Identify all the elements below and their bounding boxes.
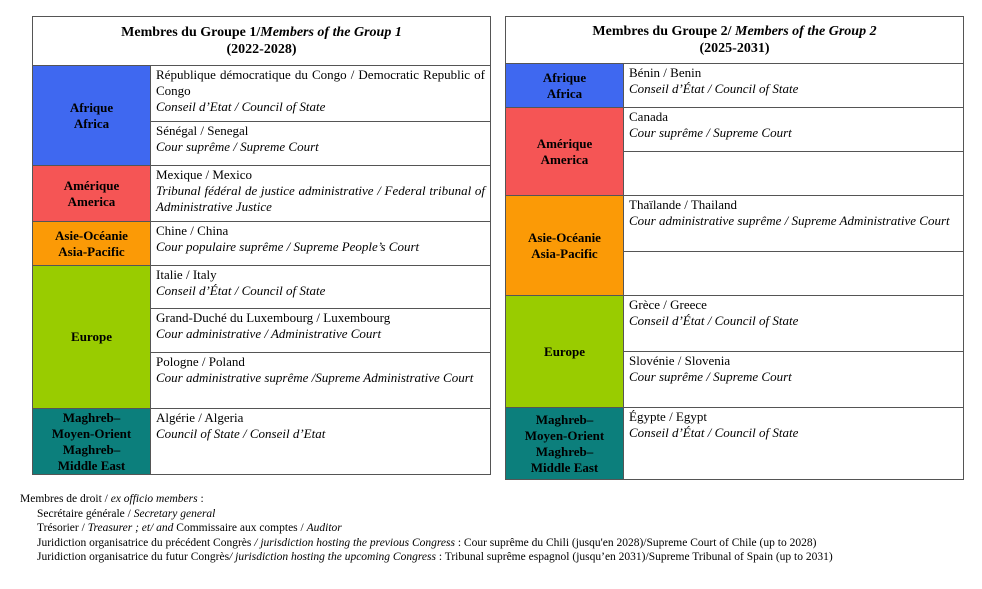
table-row — [151, 266, 491, 309]
group2-table — [505, 16, 964, 480]
group1-header-fr: Membres du Groupe 1/ — [121, 25, 261, 40]
member-name: Grèce / Greece — [629, 297, 707, 312]
member-court: Cour administrative suprême /Supreme Administrative Court — [156, 370, 474, 385]
member-court: Conseil d’État / Council of State — [629, 313, 799, 328]
member-court: Conseil d’Etat / Council of State — [156, 99, 326, 114]
member-name: Mexique / Mexico — [156, 167, 253, 182]
secretary-line — [20, 507, 833, 522]
member-court: Tribunal fédéral de justice administrative / Federal tribunal of Administrative Justice — [156, 183, 485, 214]
ex-officio-end: : — [197, 493, 204, 505]
ex-officio-fr: Membres de droit / — [20, 493, 111, 505]
ex-officio-en: ex officio members — [110, 493, 198, 505]
member-court: Conseil d’État / Council of State — [629, 81, 799, 96]
ex-officio-line — [20, 492, 833, 507]
treasurer-en: Treasurer ; et/ and — [87, 522, 174, 534]
group1-region-europe: Europe — [33, 266, 151, 409]
group1-header — [33, 17, 491, 66]
group2-header-fr: Membres du Groupe 2/ — [592, 24, 732, 39]
table-row — [624, 352, 964, 408]
member-name: Bénin / Benin — [629, 65, 702, 80]
footer-notes — [20, 492, 833, 565]
table-row — [151, 309, 491, 353]
group2-header — [506, 17, 964, 64]
member-court: Cour suprême / Supreme Court — [629, 125, 792, 140]
table-row-empty — [624, 152, 964, 196]
treasurer-fr: Trésorier / — [37, 522, 88, 534]
member-name: Thaïlande / Thailand — [629, 197, 738, 212]
member-name: Slovénie / Slovenia — [629, 353, 731, 368]
group2-region-maghreb: Maghreb– Moyen-Orient Maghreb– Middle East — [506, 408, 624, 480]
member-name: Italie / Italy — [156, 267, 217, 282]
member-court: Conseil d’État / Council of State — [156, 283, 326, 298]
member-name: Chine / China — [156, 223, 229, 238]
table-row-empty — [624, 252, 964, 296]
group1-header-en: Members of the Group 1 — [260, 25, 402, 40]
group2-region-africa: Afrique Africa — [506, 64, 624, 108]
group2-header-en: Members of the Group 2 — [735, 24, 877, 39]
upcoming-congress-fr: Juridiction organisatrice du futur Congrès — [37, 551, 230, 563]
table-row — [624, 296, 964, 352]
member-name: Algérie / Algeria — [156, 410, 244, 425]
group2-region-asia: Asie-Océanie Asia-Pacific — [506, 196, 624, 296]
member-name: République démocratique du Congo / Democratic Republic of Congo — [156, 67, 485, 98]
member-court: Council of State / Conseil d’Etat — [156, 426, 326, 441]
member-name: Sénégal / Senegal — [156, 123, 249, 138]
table-row — [624, 64, 964, 108]
group1-region-maghreb: Maghreb– Moyen-Orient Maghreb– Middle East — [33, 409, 151, 475]
group1-region-asia: Asie-Océanie Asia-Pacific — [33, 222, 151, 266]
upcoming-congress-line — [20, 550, 833, 565]
previous-congress-value: : Cour suprême du Chili (jusqu'en 2028)/Supreme Court of Chile (up to 2028) — [454, 536, 817, 549]
table-row — [151, 222, 491, 266]
table-row — [151, 353, 491, 409]
group1-period: (2022-2028) — [226, 42, 297, 57]
table-row — [624, 196, 964, 252]
previous-congress-fr: Juridiction organisatrice du précédent Congrès — [37, 536, 255, 549]
member-court: Cour administrative / Administrative Court — [156, 326, 382, 341]
group1-region-america: Amérique America — [33, 166, 151, 222]
member-court: Cour populaire suprême / Supreme People’s Court — [156, 239, 420, 254]
member-name: Canada — [629, 109, 668, 124]
upcoming-congress-en: / jurisdiction hosting the upcoming Congress — [229, 551, 436, 563]
upcoming-congress-value: : Tribunal suprême espagnol (jusqu’en 2031)/Supreme Tribunal of Spain (up to 2031) — [435, 551, 833, 563]
auditor-fr: Commissaire aux comptes / — [173, 522, 307, 534]
group2-region-america: Amérique America — [506, 108, 624, 196]
table-row — [151, 66, 491, 122]
treasurer-line — [20, 521, 833, 536]
table-row — [151, 409, 491, 475]
member-name: Égypte / Egypt — [629, 409, 707, 424]
member-name: Pologne / Poland — [156, 354, 245, 369]
member-court: Conseil d’État / Council of State — [629, 425, 799, 440]
member-name: Grand-Duché du Luxembourg / Luxembourg — [156, 310, 391, 325]
member-court: Cour suprême / Supreme Court — [156, 139, 319, 154]
table-row — [151, 166, 491, 222]
secretary-en: Secretary general — [133, 507, 216, 520]
group1-region-africa: Afrique Africa — [33, 66, 151, 166]
group2-region-europe: Europe — [506, 296, 624, 408]
previous-congress-line — [20, 536, 833, 551]
table-row — [624, 408, 964, 480]
group1-table — [32, 16, 491, 475]
group2-period: (2025-2031) — [699, 41, 770, 56]
table-row — [151, 122, 491, 166]
member-court: Cour administrative suprême / Supreme Administrative Court — [629, 213, 950, 228]
auditor-en: Auditor — [306, 522, 342, 534]
table-row — [624, 108, 964, 152]
member-court: Cour suprême / Supreme Court — [629, 369, 792, 384]
secretary-fr: Secrétaire générale / — [37, 507, 134, 520]
previous-congress-en: / jurisdiction hosting the previous Congress — [254, 536, 455, 549]
